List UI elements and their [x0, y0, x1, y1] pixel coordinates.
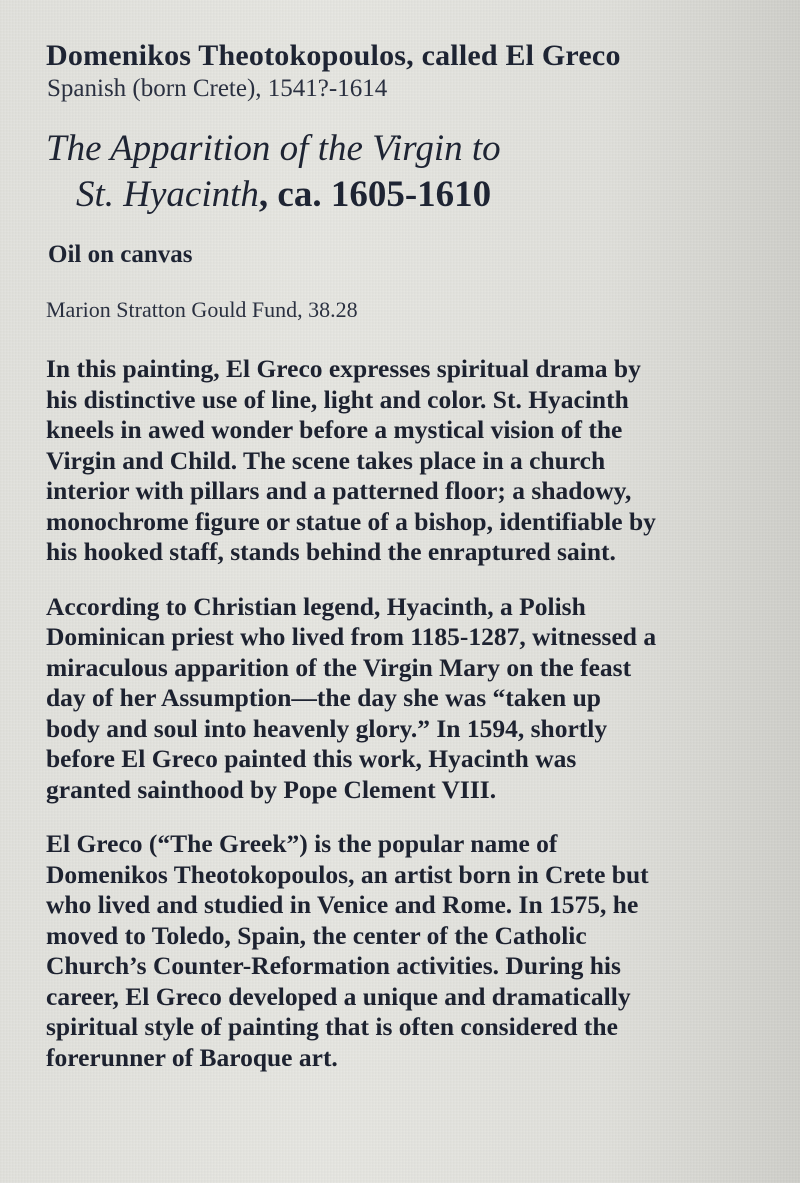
- text-line: Domenikos Theotokopoulos, an artist born in Crete but: [46, 859, 649, 889]
- text-line: Dominican priest who lived from 1185-1287, witnessed a: [46, 622, 657, 651]
- text-line: According to Christian legend, Hyacinth, a Polish: [46, 591, 586, 621]
- text-line: moved to Toledo, Spain, the center of the Catholic: [46, 920, 587, 950]
- text-line: kneels in awed wonder before a mystical vision of the: [46, 415, 623, 444]
- text-line: In this painting, El Greco expresses spiritual drama by: [46, 354, 641, 383]
- text-line: who lived and studied in Venice and Rome. In 1575, he: [46, 890, 639, 919]
- text-line: granted sainthood by Pope Clement VIII.: [46, 774, 497, 804]
- artwork-medium: Oil on canvas: [48, 241, 193, 268]
- artwork-title-line-1: The Apparition of the Virgin to: [46, 128, 501, 169]
- text-line: his distinctive use of line, light and color. St. Hyacinth: [46, 384, 629, 414]
- text-line: forerunner of Baroque art.: [46, 1042, 338, 1072]
- description-paragraph-3: [46, 829, 746, 1073]
- text-line: spiritual style of painting that is often considered the: [46, 1012, 618, 1041]
- text-line: career, El Greco developed a unique and dramatically: [46, 981, 631, 1011]
- artwork-date: , ca. 1605-1610: [258, 174, 492, 215]
- artwork-title-line-2: [46, 172, 760, 218]
- artist-name: Domenikos Theotokopoulos, called El Greco: [46, 39, 621, 72]
- text-line: monochrome figure or statue of a bishop, identifiable by: [46, 506, 656, 536]
- description-paragraph-1: [46, 354, 746, 568]
- text-line: before El Greco painted this work, Hyacinth was: [46, 744, 577, 773]
- text-line: body and soul into heavenly glory.” In 1594, shortly: [46, 713, 608, 743]
- text-line: his hooked staff, stands behind the enraptured saint.: [46, 537, 616, 566]
- text-line: Church’s Counter-Reformation activities. During his: [46, 951, 621, 980]
- artwork-title: [46, 126, 760, 218]
- description-paragraph-2: [46, 592, 746, 806]
- text-line: day of her Assumption—the day she was “taken up: [46, 683, 601, 712]
- artist-bio: Spanish (born Crete), 1541?-1614: [47, 75, 388, 102]
- text-line: miraculous apparition of the Virgin Mary on the feast: [46, 652, 632, 682]
- text-line: interior with pillars and a patterned floor; a shadowy,: [46, 476, 632, 505]
- text-line: Virgin and Child. The scene takes place in a church: [46, 445, 606, 475]
- text-line: El Greco (“The Greek”) is the popular name of: [46, 829, 558, 858]
- artwork-title-saint: St. Hyacinth: [76, 174, 259, 215]
- credit-line: Marion Stratton Gould Fund, 38.28: [46, 297, 358, 322]
